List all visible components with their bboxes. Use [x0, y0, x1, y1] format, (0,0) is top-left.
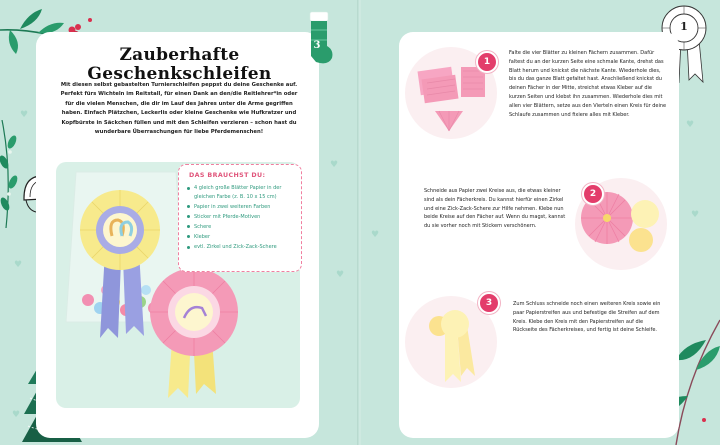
materials-box — [178, 164, 302, 272]
heart-icon: ♥ — [14, 260, 23, 270]
page-title-line1: Zauberhafte — [119, 45, 240, 65]
heart-icon: ♥ — [330, 160, 339, 170]
list-item: Papier in zwei weiteren Farben — [187, 203, 297, 212]
step2-text: Schneide aus Papier zwei Kreise aus, die etwas kleiner sind als dein Fächerkreis. Du kannst hierfür einen Zirkel und eine Zick-Zack-Schere zur Hilfe nehmen. Klebe nun beide Kreise auf den Fächer auf. Wenn du magst, kannst du sie vorher noch mit Stickern verschönern. — [424, 188, 566, 230]
intro-text: Mit diesen selbst gebastelten Turnierschleifen peppst du deine Geschenke auf. Perfekt fürs Wichteln im Reitstall, für einen Dank an den/die Reitlehrer*in oder für die vielen Menschen, die dir im Lauf des Jahres unter die Arme gegriffen haben. Einfach Plätzchen, Leckerlis oder kleine Geschenke wie Hufkratzer und Kopfbürste in Säckchen füllen und mit den Schleifen verzieren – schon hast du wunderbare Überraschungen für liebe Pferdemenschen! — [60, 82, 298, 136]
list-item: Sticker mit Pferde-Motiven — [187, 213, 297, 222]
step-number-badge: 2 — [582, 183, 604, 205]
heart-icon: ♥ — [12, 410, 21, 420]
left-page — [0, 0, 359, 445]
step3-text: Zum Schluss schneide noch einen weiteren Kreis sowie ein paar Papierstreifen aus und befestige die Streifen auf dem Kreis. Klebe den Kreis mit den Papierstreifen auf die Rückseite des Fächerkreises, und fertig ist deine Schleife. — [513, 301, 661, 334]
step1-text: Falte die vier Blätter zu kleinen Fächern zusammen. Dafür faltest du an der kurzen Seite eine schmale Kante, drehst das Blatt herum und knickst die nächste Kante. Wiederhole dies, bis du das ganze Blatt gefaltet hast. Anschließend knickst du deinen Fächer in der Mitte, streichst etwas Kleber auf die kurzen Seiten und klebst ihn zusammen. Wiederhole dies mit allen vier Blättern, setze aus den Vierteln einen Kreis für deine Schlaufe zusammen und fixiere alles mit Kleber. — [509, 50, 667, 118]
list-item: 4 gleich große Blätter Papier in der gleichen Farbe (z. B. 10 x 15 cm) — [187, 184, 297, 201]
materials-list — [187, 184, 297, 253]
heart-icon: ♥ — [336, 270, 345, 280]
list-item: Schere — [187, 223, 297, 232]
heart-icon: ♥ — [20, 110, 29, 120]
rosette-number: 1 — [680, 20, 688, 33]
heart-icon: ♥ — [691, 210, 700, 220]
step-number-badge: 1 — [476, 51, 498, 73]
list-item: evtl. Zirkel und Zick-Zack-Schere — [187, 243, 297, 252]
page-title-line2: Geschenkschleifen — [87, 64, 272, 84]
list-item: Kleber — [187, 233, 297, 242]
step-number-badge: 3 — [478, 292, 500, 314]
materials-title: DAS BRAUCHST DU: — [189, 172, 266, 179]
heart-icon: ♥ — [371, 230, 380, 240]
heart-icon: ♥ — [686, 120, 695, 130]
stocking-number: 3 — [313, 40, 321, 51]
